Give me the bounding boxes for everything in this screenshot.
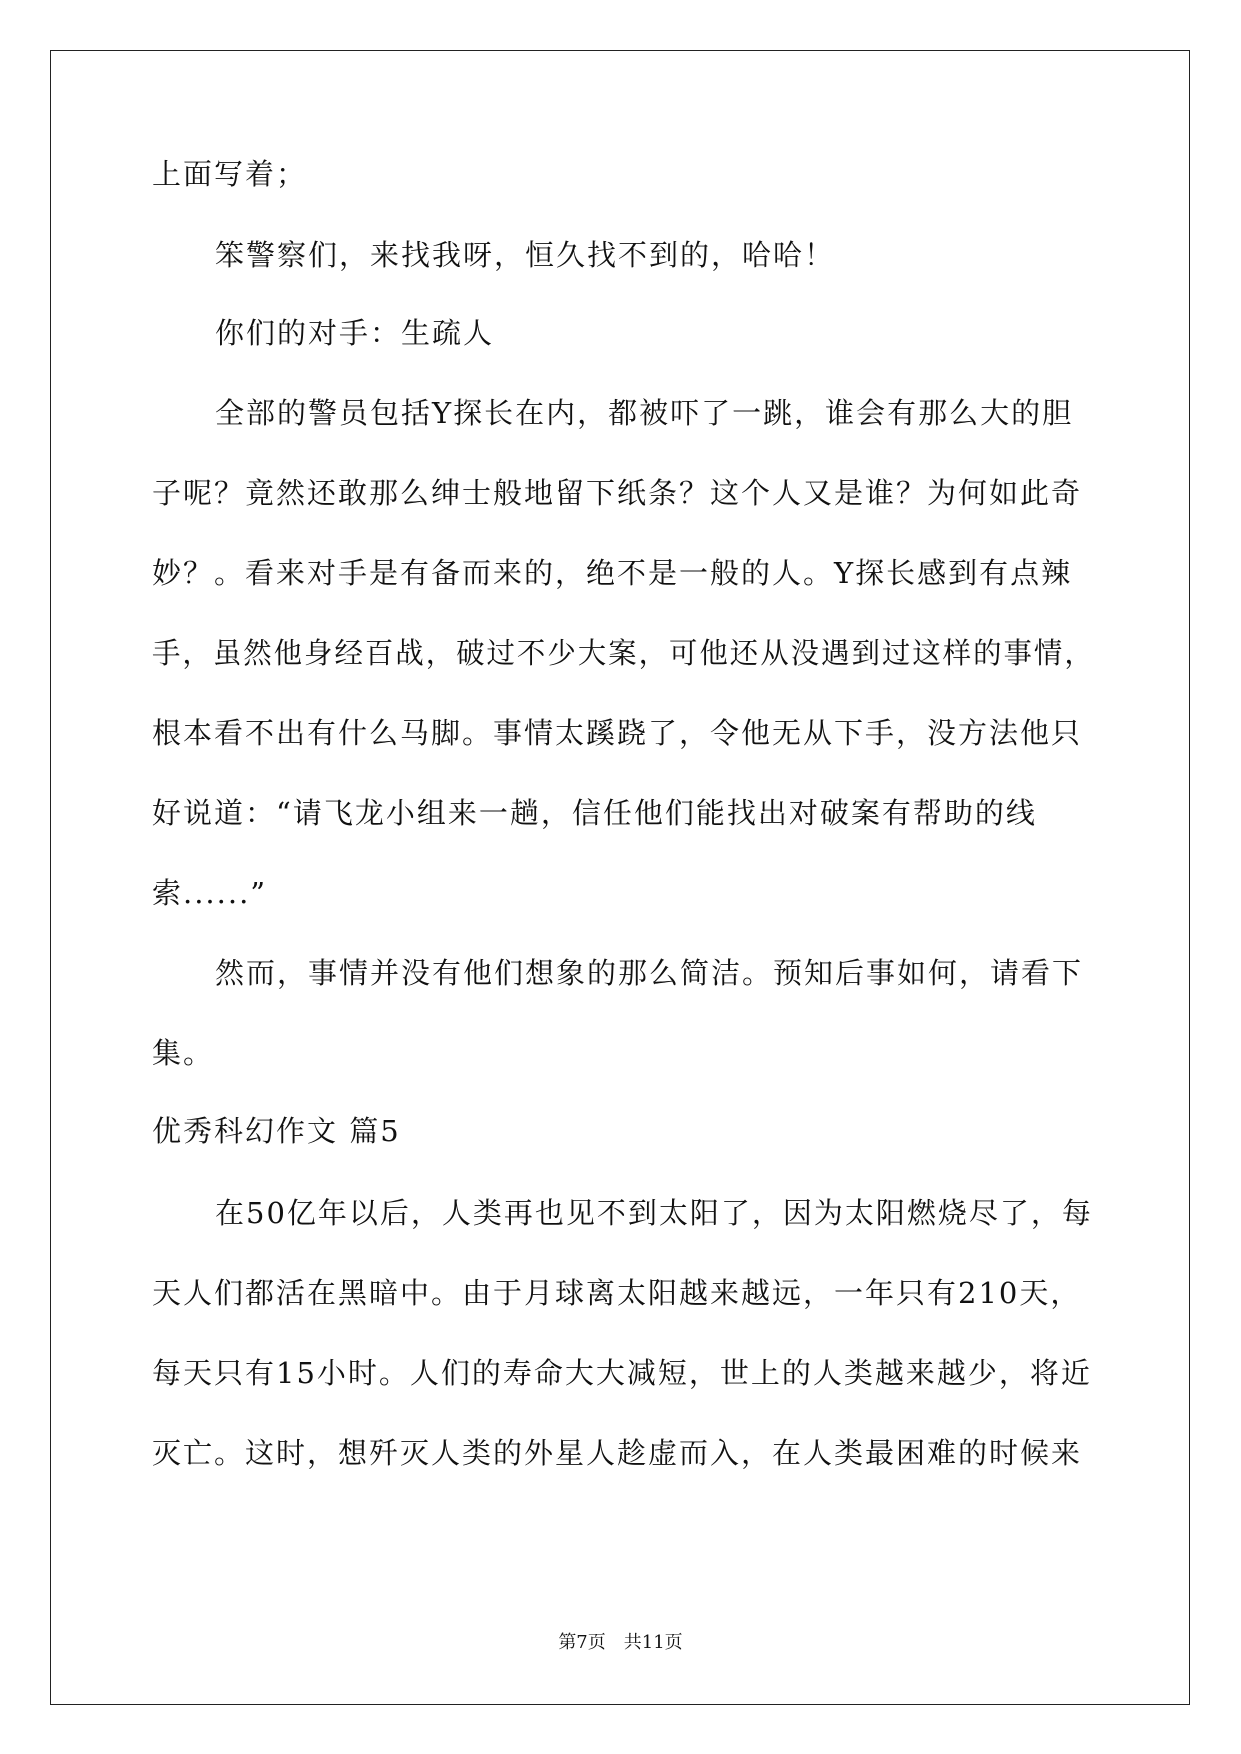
- text-line-11: 然而，事情并没有他们想象的那么简洁。预知后事如何，请看下: [215, 956, 1084, 990]
- text-line-6: 妙？。看来对手是有备而来的，绝不是一般的人。Y探长感到有点辣: [152, 556, 1073, 590]
- page-number-total: 共11页: [623, 1632, 683, 1653]
- text-line-14: 在50亿年以后，人类再也见不到太阳了，因为太阳燃烧尽了，每: [215, 1196, 1093, 1230]
- text-line-8: 根本看不出有什么马脚。事情太蹊跷了，令他无从下手，没方法他只: [152, 716, 1083, 750]
- text-line-3: 你们的对手：生疏人: [215, 316, 495, 350]
- page-number-current: 第7页: [558, 1632, 606, 1653]
- text-line-1: 上面写着；: [152, 157, 308, 191]
- text-line-17: 灭亡。这时，想歼灭人类的外星人趁虚而入，在人类最困难的时候来: [152, 1436, 1083, 1470]
- text-line-2: 笨警察们，来找我呀，恒久找不到的，哈哈！: [215, 238, 836, 272]
- text-line-16: 每天只有15小时。人们的寿命大大减短，世上的人类越来越少，将近: [152, 1356, 1092, 1390]
- section-heading: 优秀科幻作文 篇5: [152, 1114, 401, 1148]
- text-line-7: 手，虽然他身经百战，破过不少大案，可他还从没遇到过这样的事情，: [152, 636, 1095, 670]
- text-line-15: 天人们都活在黑暗中。由于月球离太阳越来越远，一年只有210天，: [152, 1276, 1082, 1310]
- text-line-5: 子呢？竟然还敢那么绅士般地留下纸条？这个人又是谁？为何如此奇: [152, 476, 1083, 510]
- page-footer: [0, 1631, 1241, 1655]
- text-line-4: 全部的警员包括Y探长在内，都被吓了一跳，谁会有那么大的胆: [215, 396, 1074, 430]
- text-line-9: 好说道：“请飞龙小组来一趟，信任他们能找出对破案有帮助的线: [152, 796, 1037, 830]
- text-line-12: 集。: [152, 1036, 215, 1070]
- text-line-10: 索......”: [152, 876, 268, 910]
